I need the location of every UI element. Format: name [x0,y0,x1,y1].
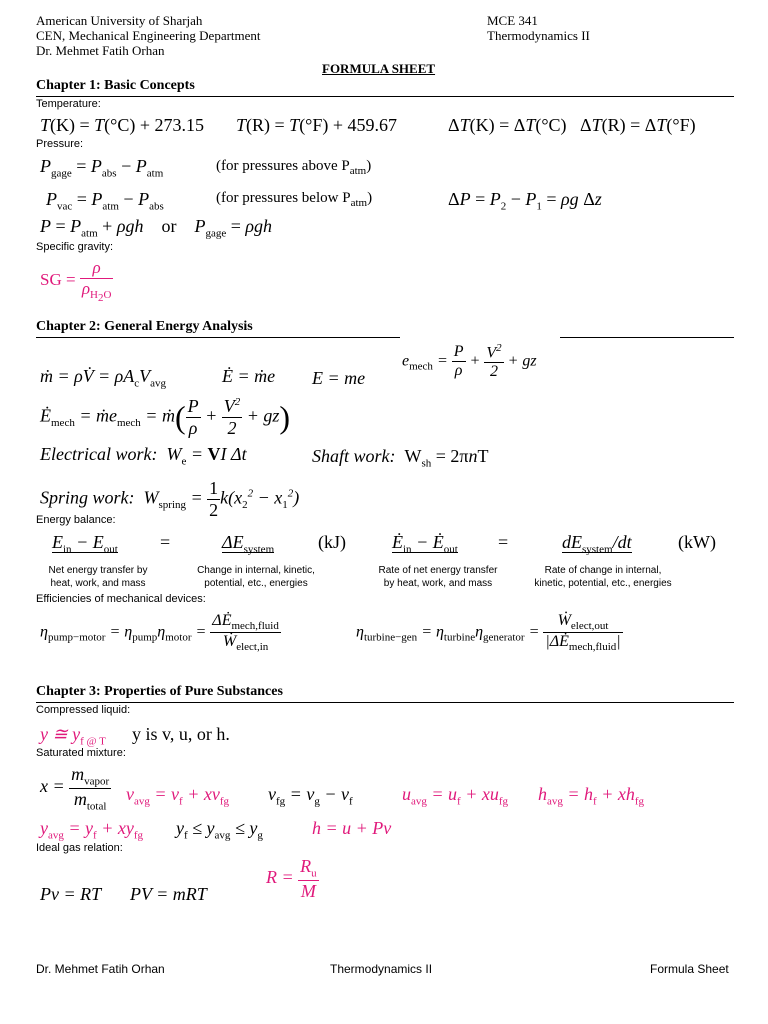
specific-gravity-equation: SG = $\frac{\rho}{\rho_{H_2O}}$ [40,258,112,305]
energy-equation: E = me [312,368,366,388]
chapter3-rule [36,702,734,703]
chapter2-rule-right [560,337,734,338]
note-below-atm: (for pressures below $P_{atm}$) [216,190,373,209]
unit-kw: (kW) [678,532,716,552]
compressed-liquid-label: Compressed liquid: [36,704,131,716]
note-above-atm: (for pressures above $P_{atm}$) [216,158,372,177]
caption-rate-change-energy: Rate of change in internal, kinetic, potential, etc., energies [534,565,672,589]
energy-balance-label: Energy balance: [36,514,116,526]
energy-balance-equals-2: = [498,532,509,552]
gage-pressure-equation: $P_{gage} = P_{abs} - P_{atm}$ [40,156,164,180]
vfg-equation: $v_{fg} = v_g - v_f$ [268,784,353,808]
university-name: American University of Sharjah [36,13,203,28]
temperature-label: Temperature: [36,98,101,110]
instructor-name: Dr. Mehmet Fatih Orhan [36,43,165,58]
header-right [487,13,590,43]
pressure-label: Pressure: [36,138,84,150]
header-left [36,13,261,58]
avg-volume-equation: $v_{avg} = v_f + xv_{fg}$ [126,784,229,808]
caption-net-energy: Net energy transfer by heat, work, and mass [48,565,148,589]
efficiency-label: Efficiencies of mechanical devices: [36,593,206,605]
pump-motor-efficiency-equation: $\eta_{pump-motor} = \eta_{pump}\eta_{motor}$ = $\frac{\Delta Ė_{mech,fluid}}{Ẇ_{elect,in}}$ [40,612,279,654]
ideal-gas-label: Ideal gas relation: [36,842,123,854]
footer-author: Dr. Mehmet Fatih Orhan [36,962,165,976]
chapter1-rule [36,96,734,97]
energy-in-out: $E_{in} - E_{out}$ [52,532,118,556]
chapter2-heading: Chapter 2: General Energy Analysis [36,319,253,334]
compressed-liquid-equation: y ≅ $y_{f @ T}$ [40,724,106,748]
mass-flow-equation: ṁ = ρV̇ = $\rho A_cV_{avg}$ [40,366,167,390]
caption-change-energy: Change in internal, kinetic, potential, etc., energies [197,565,315,589]
temperature-equation-k: T(K) = T(°C) + 273.15 [40,115,205,135]
chapter2-rule-left [36,337,400,338]
avg-property-equation: $y_{avg} = y_f + xy_{fg}$ [40,818,143,842]
energy-system-rate: $dE_{system}/dt$ [562,532,632,556]
shaft-work-equation: Shaft work: $W_{sh} = 2\pi nT$ [312,446,489,470]
gas-constant-equation: R = $\frac{R_u}{M}$ [266,856,317,901]
hydrostatic-equation: $P = P_{atm} + \rho gh$ or $P_{gage} = \rho gh$ [40,216,273,240]
course-code: MCE 341 [487,13,538,28]
energy-rate-in-out: $Ė_{in}$ − $Ė_{out}$ [392,532,458,556]
property-bounds: $y_f \le y_{avg} \le y_g$ [176,818,263,842]
saturated-mixture-label: Saturated mixture: [36,747,126,759]
turbine-generator-efficiency-equation: $\eta_{turbine-gen} = \eta_{turbine}\eta_{generator}$ = $\frac{Ẇ_{elect,out}}{|\Delta Ė_{mech,fluid}|}$ [356,612,621,654]
department-name: CEN, Mechanical Engineering Department [36,28,261,43]
course-title: Thermodynamics II [487,28,590,43]
footer-doc-title: Formula Sheet [650,962,729,976]
temperature-equation-r: T(R) = T(°F) + 459.67 [236,115,398,135]
ideal-gas-equation-1: Pv = RT [40,884,102,904]
unit-kj: (kJ) [318,532,346,552]
mechanical-energy-rate-equation: $Ė_{mech}$ = ṁe$_{mech}$ = ṁ( $\frac{P}{\rho}$ + $\frac{V^2}{2}$ + gz) [40,396,291,438]
mechanical-energy-equation: $e_{mech}$ = $\frac{P}{\rho}$ + $\frac{V^2}{2}$ + gz [402,342,537,381]
enthalpy-equation: h = u + Pv [312,818,392,838]
quality-equation: x = $\frac{m_{vapor}}{m_{total}}$ [40,764,110,813]
chapter3-heading: Chapter 3: Properties of Pure Substances [36,684,283,699]
electrical-work-equation: Electrical work: $W_e$ = VI Δt [40,444,247,468]
property-note: y is v, u, or h. [132,724,230,744]
vacuum-pressure-equation: $P_{vac} = P_{atm} - P_{abs}$ [46,189,164,213]
ideal-gas-equation-2: PV = mRT [130,884,207,904]
specific-gravity-label: Specific gravity: [36,241,114,253]
chapter1-heading: Chapter 1: Basic Concepts [36,78,195,93]
spring-work-equation: Spring work: $W_{spring}$ = $\frac{1}{2}$ $k(x_2^2 - x_1^2)$ [40,478,300,520]
avg-enthalpy-equation: $h_{avg} = h_f + xh_{fg}$ [538,784,645,808]
pressure-difference-equation: $\Delta P = P_2 - P_1 = \rho g$ Δz [448,189,602,213]
temperature-difference-equation: ΔT(K) = ΔT(°C) ΔT(R) = ΔT(°F) [448,115,696,135]
caption-rate-net-energy: Rate of net energy transfer by heat, work, and mass [378,565,498,589]
page-title: FORMULA SHEET [322,61,436,76]
energy-balance-equals-1: = [160,532,171,552]
footer-course: Thermodynamics II [330,962,433,976]
avg-energy-equation: $u_{avg} = u_f + xu_{fg}$ [402,784,509,808]
energy-system-change: $\Delta E_{system}$ [222,532,275,556]
energy-flow-equation: Ė = ṁe [222,366,276,386]
